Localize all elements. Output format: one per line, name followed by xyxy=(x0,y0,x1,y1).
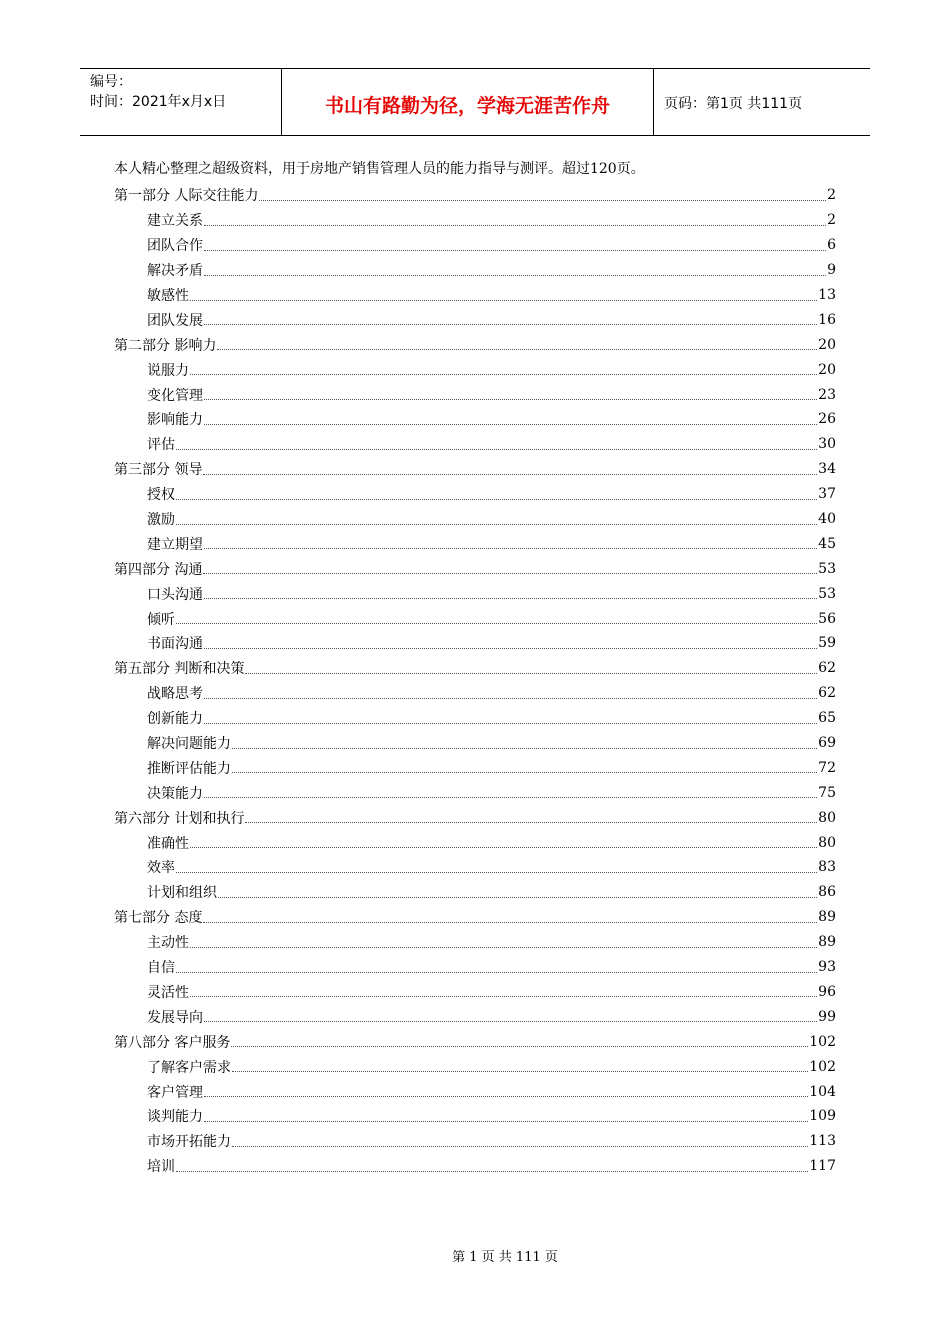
toc-leader-dots xyxy=(203,474,817,475)
toc-leader-dots xyxy=(232,748,817,749)
toc-page-number: 96 xyxy=(818,983,836,1000)
toc-title: 书面沟通 xyxy=(147,636,203,653)
toc-entry[interactable] xyxy=(114,780,836,805)
toc-leader-dots xyxy=(204,250,826,251)
intro-text: 本人精心整理之超级资料，用于房地产销售管理人员的能力指导与测评。超过120页。 xyxy=(114,161,645,177)
toc-entry[interactable] xyxy=(114,980,836,1005)
toc-page-number: 45 xyxy=(818,535,836,552)
toc-page-number: 2 xyxy=(827,187,836,204)
toc-entry[interactable] xyxy=(114,1154,836,1179)
toc-title: 第六部分 计划和执行 xyxy=(114,810,245,827)
toc-section[interactable] xyxy=(114,332,836,357)
toc-section[interactable] xyxy=(114,556,836,581)
toc-page-number: 62 xyxy=(818,685,836,702)
toc-title: 市场开拓能力 xyxy=(147,1134,231,1151)
toc-entry[interactable] xyxy=(114,407,836,432)
toc-entry[interactable] xyxy=(114,955,836,980)
toc-page-number: 102 xyxy=(809,1033,836,1050)
toc-title: 口头沟通 xyxy=(147,586,203,603)
toc-page-number: 113 xyxy=(809,1133,836,1150)
toc-page-number: 59 xyxy=(818,635,836,652)
toc-title: 决策能力 xyxy=(147,785,203,802)
toc-leader-dots xyxy=(259,200,826,201)
toc-entry[interactable] xyxy=(114,208,836,233)
time-label: 时间：2021年x月x日 xyxy=(90,94,227,110)
toc-leader-dots xyxy=(204,324,817,325)
toc-leader-dots xyxy=(204,698,817,699)
toc-leader-dots xyxy=(204,275,826,276)
toc-leader-dots xyxy=(204,399,817,400)
toc-leader-dots xyxy=(204,225,826,226)
toc-title: 效率 xyxy=(147,860,175,877)
toc-title: 了解客户需求 xyxy=(147,1059,231,1076)
toc-page-number: 9 xyxy=(827,262,836,279)
toc-leader-dots xyxy=(204,548,817,549)
toc-page-number: 20 xyxy=(818,361,836,378)
toc-entry[interactable] xyxy=(114,581,836,606)
toc-leader-dots xyxy=(176,972,817,973)
toc-page-number: 53 xyxy=(818,585,836,602)
toc-page-number: 40 xyxy=(818,511,836,528)
toc-leader-dots xyxy=(232,1071,808,1072)
toc-leader-dots xyxy=(245,673,817,674)
toc-title: 第七部分 态度 xyxy=(114,910,203,927)
toc-page-number: 53 xyxy=(818,560,836,577)
toc-entry[interactable] xyxy=(114,706,836,731)
toc-section[interactable] xyxy=(114,1029,836,1054)
toc-entry[interactable] xyxy=(114,507,836,532)
toc-leader-dots xyxy=(204,1121,808,1122)
toc-leader-dots xyxy=(176,872,817,873)
toc-title: 第三部分 领导 xyxy=(114,462,203,479)
toc-section[interactable] xyxy=(114,656,836,681)
toc-entry[interactable] xyxy=(114,432,836,457)
toc-title: 解决矛盾 xyxy=(147,263,203,280)
toc-entry[interactable] xyxy=(114,283,836,308)
toc-page-number: 6 xyxy=(827,237,836,254)
toc-page-number: 13 xyxy=(818,287,836,303)
toc-leader-dots xyxy=(176,449,817,450)
toc-entry[interactable] xyxy=(114,531,836,556)
toc-section[interactable] xyxy=(114,805,836,830)
toc-entry[interactable] xyxy=(114,357,836,382)
toc-entry[interactable] xyxy=(114,1104,836,1129)
toc-entry[interactable] xyxy=(114,307,836,332)
toc-leader-dots xyxy=(204,424,817,425)
toc-page-number: 102 xyxy=(809,1058,836,1075)
toc-title: 谈判能力 xyxy=(147,1109,203,1126)
toc-page-number: 23 xyxy=(818,386,836,403)
toc-leader-dots xyxy=(190,847,817,848)
toc-title: 准确性 xyxy=(147,835,189,852)
toc-page-number: 72 xyxy=(818,759,836,776)
toc-entry[interactable] xyxy=(114,233,836,258)
toc-title: 计划和组织 xyxy=(147,885,217,902)
toc-page-number: 104 xyxy=(809,1083,836,1100)
toc-title: 授权 xyxy=(147,487,175,504)
toc-page-number: 34 xyxy=(818,461,836,478)
toc-entry[interactable] xyxy=(114,1054,836,1079)
toc-title: 解决问题能力 xyxy=(147,736,231,753)
toc-section[interactable] xyxy=(114,183,836,208)
toc-page-number: 56 xyxy=(818,610,836,627)
toc-leader-dots xyxy=(176,623,817,624)
toc-entry[interactable] xyxy=(114,880,836,905)
toc-title: 主动性 xyxy=(147,935,189,952)
toc-page-number: 16 xyxy=(818,311,836,328)
toc-entry[interactable] xyxy=(114,755,836,780)
toc-title: 说服力 xyxy=(147,362,189,379)
toc-title: 创新能力 xyxy=(147,711,203,728)
toc-title: 团队合作 xyxy=(147,238,203,255)
toc-leader-dots xyxy=(218,897,817,898)
toc-page-number: 93 xyxy=(818,959,836,976)
toc-leader-dots xyxy=(190,996,817,997)
toc-entry[interactable] xyxy=(114,606,836,631)
toc-entry[interactable] xyxy=(114,631,836,656)
toc-page-number: 109 xyxy=(809,1108,836,1125)
toc-title: 发展导向 xyxy=(147,1009,203,1026)
toc-leader-dots xyxy=(190,374,817,375)
table-of-contents xyxy=(114,183,836,1179)
toc-leader-dots xyxy=(232,1146,808,1147)
toc-leader-dots xyxy=(232,772,817,773)
toc-leader-dots xyxy=(204,1096,808,1097)
toc-title: 第二部分 影响力 xyxy=(114,337,217,354)
toc-entry[interactable] xyxy=(114,382,836,407)
toc-title: 团队发展 xyxy=(147,312,203,329)
toc-entry[interactable] xyxy=(114,1129,836,1154)
toc-page-number: 89 xyxy=(818,934,836,951)
toc-leader-dots xyxy=(176,499,817,500)
toc-page-number: 80 xyxy=(818,834,836,851)
toc-leader-dots xyxy=(245,822,817,823)
toc-title: 建立关系 xyxy=(147,213,203,230)
toc-entry[interactable] xyxy=(114,830,836,855)
toc-page-number: 65 xyxy=(818,710,836,727)
toc-title: 倾听 xyxy=(147,611,175,628)
toc-entry[interactable] xyxy=(114,681,836,706)
toc-title: 第五部分 判断和决策 xyxy=(114,661,245,678)
toc-title: 灵活性 xyxy=(147,984,189,1001)
toc-title: 评估 xyxy=(147,437,175,454)
toc-title: 建立期望 xyxy=(147,536,203,553)
toc-entry[interactable] xyxy=(114,855,836,880)
toc-page-number: 20 xyxy=(818,336,836,353)
toc-page-number: 75 xyxy=(818,784,836,801)
toc-title: 客户管理 xyxy=(147,1084,203,1101)
toc-page-number: 69 xyxy=(818,735,836,752)
toc-leader-dots xyxy=(204,1021,817,1022)
toc-page-number: 86 xyxy=(818,884,836,901)
toc-leader-dots xyxy=(176,524,817,525)
toc-title: 敏感性 xyxy=(147,288,189,304)
toc-page-number: 83 xyxy=(818,859,836,876)
toc-page-number: 62 xyxy=(818,660,836,677)
toc-page-number: 26 xyxy=(818,411,836,428)
toc-page-number: 99 xyxy=(818,1008,836,1025)
toc-page-number: 37 xyxy=(818,486,836,503)
toc-leader-dots xyxy=(204,797,817,798)
page-footer: 第 1 页 共 111 页 xyxy=(452,1250,558,1265)
header-page-info: 页码：第1页 共111页 xyxy=(664,96,803,112)
toc-section[interactable] xyxy=(114,457,836,482)
toc-page-number: 89 xyxy=(818,909,836,926)
toc-title: 培训 xyxy=(147,1159,175,1176)
toc-leader-dots xyxy=(231,1046,808,1047)
toc-page-number: 2 xyxy=(827,212,836,229)
toc-leader-dots xyxy=(204,723,817,724)
document-header xyxy=(80,68,870,136)
toc-section[interactable] xyxy=(114,905,836,930)
toc-entry[interactable] xyxy=(114,930,836,955)
toc-page-number: 80 xyxy=(818,809,836,826)
toc-page-number: 117 xyxy=(809,1158,836,1175)
toc-leader-dots xyxy=(204,648,817,649)
toc-leader-dots xyxy=(217,349,817,350)
toc-title: 推断评估能力 xyxy=(147,760,231,777)
toc-title: 第八部分 客户服务 xyxy=(114,1034,231,1051)
toc-leader-dots xyxy=(176,1171,808,1172)
motto: 书山有路勤为径，学海无涯苦作舟 xyxy=(282,69,654,135)
header-meta xyxy=(80,69,282,135)
toc-title: 影响能力 xyxy=(147,412,203,429)
toc-title: 第四部分 沟通 xyxy=(114,561,203,578)
toc-title: 第一部分 人际交往能力 xyxy=(114,188,259,205)
toc-entry[interactable] xyxy=(114,482,836,507)
toc-title: 战略思考 xyxy=(147,686,203,703)
toc-title: 自信 xyxy=(147,960,175,977)
toc-title: 变化管理 xyxy=(147,387,203,404)
toc-entry[interactable] xyxy=(114,258,836,283)
toc-leader-dots xyxy=(203,573,817,574)
toc-leader-dots xyxy=(204,598,817,599)
toc-leader-dots xyxy=(190,947,817,948)
toc-entry[interactable] xyxy=(114,1079,836,1104)
toc-title: 激励 xyxy=(147,512,175,529)
toc-page-number: 30 xyxy=(818,436,836,453)
number-label: 编号： xyxy=(90,74,132,90)
toc-entry[interactable] xyxy=(114,731,836,756)
toc-leader-dots xyxy=(190,300,817,301)
toc-entry[interactable] xyxy=(114,1004,836,1029)
toc-leader-dots xyxy=(203,922,817,923)
